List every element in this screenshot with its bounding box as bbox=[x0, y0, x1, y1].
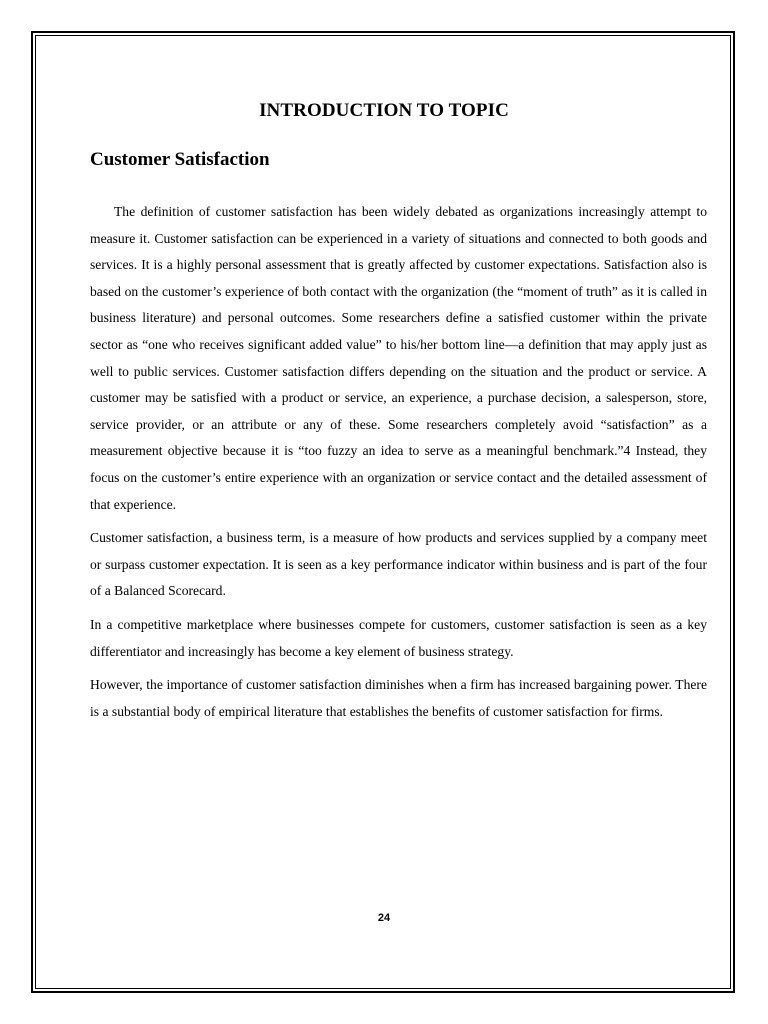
paragraph-business-term: Customer satisfaction, a business term, is a measure of how products and services supplied by a company meet or surpass customer expectation. It is seen as a key performance indicator within business and is part of the four of a Balanced Scorecard. bbox=[90, 530, 707, 599]
page-title: INTRODUCTION TO TOPIC bbox=[259, 100, 509, 121]
paragraph-competitive-marketplace: In a competitive marketplace where businesses compete for customers, customer satisfaction is seen as a key differentiator and increasingly has become a key element of business strategy. bbox=[90, 616, 707, 659]
page-number: 24 bbox=[377, 912, 391, 924]
section-title: Customer Satisfaction bbox=[90, 149, 270, 170]
paragraph-definition: The definition of customer satisfaction has been widely debated as organizations increasingly attempt to measure it. Customer satisfaction can be experienced in a variety of situations and connected to both goods and services. It is a highly personal assessment that is greatly affected by customer expectations. Satisfaction also is based on the customer’s experience of both contact with the organization (the “moment of truth” as it is called in business literature) and personal outcomes. Some researchers define a satisfied customer within the private sector as “one who receives significant added value” to his/her bottom line—a definition that may apply just as well to public services. Customer satisfaction differs depending on the situation and the product or service. A customer may be satisfied with a product or service, an experience, a purchase decision, a salesperson, store, service provider, or an attribute or any of these. Some researchers completely avoid “satisfaction” as a measurement objective because it is “too fuzzy an idea to serve as a meaningful benchmark.”4 Instead, they focus on the customer’s entire experience with an organization or service contact and the detailed assessment of that experience. bbox=[90, 204, 707, 512]
paragraph-bargaining-power: However, the importance of customer satisfaction diminishes when a firm has increased bargaining power. There is a substantial body of empirical literature that establishes the benefits of customer satisfaction for firms. bbox=[90, 677, 707, 719]
body-text bbox=[90, 199, 707, 725]
